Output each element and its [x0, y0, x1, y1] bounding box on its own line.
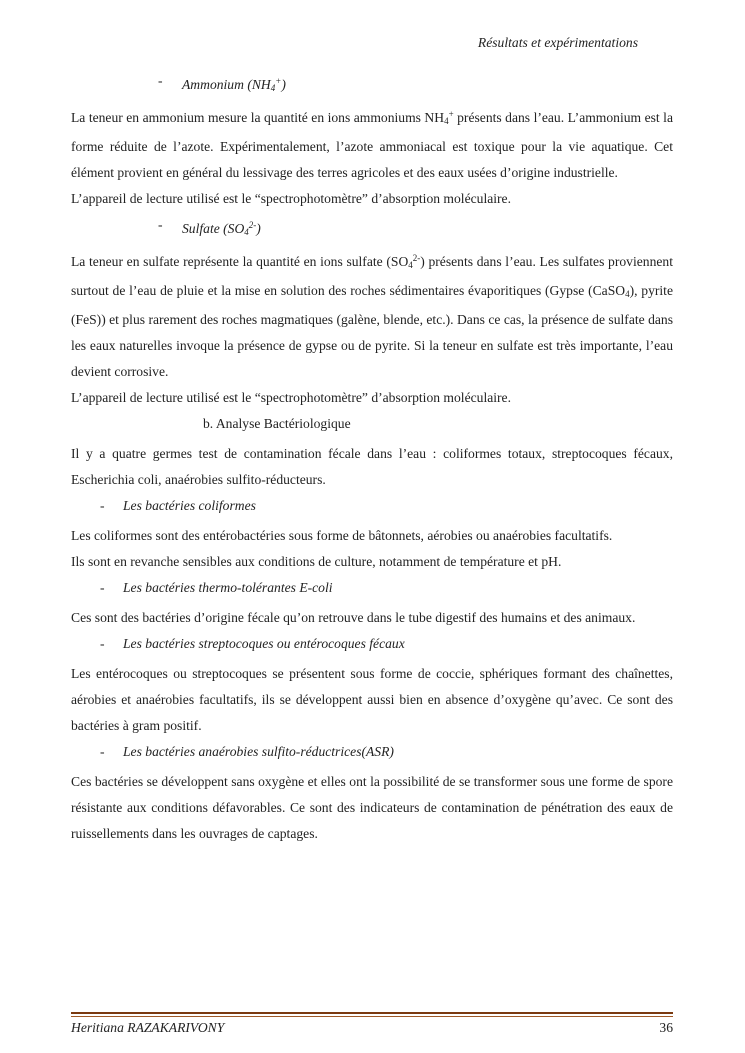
strepto-heading: - Les bactéries streptocoques ou entérocoques fécaux	[71, 631, 673, 657]
bullet-dash: -	[100, 498, 105, 513]
section-heading: b. Analyse Bactériologique	[203, 416, 351, 431]
ammonium-device-paragraph: L’appareil de lecture utilisé est le “spectrophotomètre” d’absorption moléculaire.	[71, 191, 511, 206]
bullet-dash: -	[100, 744, 105, 759]
intro-paragraph: Il y a quatre germes test de contamination fécale dans l’eau : coliformes totaux, streptocoques fécaux, Escherichia coli, anaérobies sulfito-réducteurs.	[71, 446, 673, 487]
footer-author: Heritiana RAZAKARIVONY	[71, 1020, 225, 1035]
bullet-dash: -	[158, 217, 163, 232]
footer-rule-thin	[71, 1016, 673, 1017]
footer-rule	[71, 1012, 673, 1014]
coliformes-heading: - Les bactéries coliformes	[71, 493, 673, 519]
sulfate-heading: - Sulfate $(SO_4^{2-})$	[71, 212, 673, 245]
bullet-dash: -	[100, 580, 105, 595]
sulfate-device-paragraph: L’appareil de lecture utilisé est le “spectrophotomètre” d’absorption moléculaire.	[71, 390, 511, 405]
page-body	[71, 68, 673, 847]
ammonium-paragraph: La teneur en ammonium mesure la quantité en ions ammoniums $NH_4^+$ présents dans l’eau. L’ammonium est la forme réduite de l’azote. Expérimentalement, l’azote ammoniacal est toxique pour la vie aquatique. Cet élément provient en général du lessivage des terres agricoles et des eaux usées d’origine industrielle.	[71, 109, 673, 180]
coliformes-paragraph: Les coliformes sont des entérobactéries sous forme de bâtonnets, aérobies ou anaérobies facultatifs.	[71, 528, 613, 543]
sulfate-paragraph: La teneur en sulfate représente la quantité en ions sulfate $(SO_4^{2-})$ présents dans l’eau. Les sulfates proviennent surtout de l’eau de pluie et la mise en solution des roches sédimentaires évaporitiques (Gypse (CaSO$_4$), pyrite (FeS)) et plus rarement des roches magmatiques (galène, blende, etc.). Dans ce cas, la présence de sulfate dans les eaux naturelles invoque la présence de gypse ou de pyrite. Si la teneur en sulfate est très importante, l’eau devient corrosive.	[71, 253, 673, 379]
strepto-paragraph: Les entérocoques ou streptocoques se présentent sous forme de coccie, sphériques formant des chaînettes, aérobies et anaérobies facultatifs, ils se développent aussi bien en absence d’oxygène qu’avec. Ce sont des bactéries à gram positif.	[71, 666, 673, 733]
ecoli-heading: - Les bactéries thermo-tolérantes E-coli	[71, 575, 673, 601]
ecoli-paragraph: Ces sont des bactéries d’origine fécale qu’on retrouve dans le tube digestif des humains et des animaux.	[71, 610, 636, 625]
bullet-dash: -	[100, 636, 105, 651]
ammonium-heading: - Ammonium $(NH_4^+)$	[71, 68, 673, 101]
asr-paragraph: Ces bactéries se développent sans oxygène et elles ont la possibilité de se transformer sous une forme de spore résistante aux conditions défavorables. Ce sont des indicateurs de contamination de pénétration des eaux de ruissellements dans les ouvrages de captages.	[71, 774, 673, 841]
running-header: Résultats et expérimentations	[477, 35, 638, 50]
coliformes-paragraph-2: Ils sont en revanche sensibles aux conditions de culture, notamment de température et pH.	[71, 554, 562, 569]
page-number: 36	[659, 1020, 673, 1035]
bullet-dash: -	[158, 73, 163, 88]
asr-heading: - Les bactéries anaérobies sulfito-réductrices(ASR)	[71, 739, 673, 765]
